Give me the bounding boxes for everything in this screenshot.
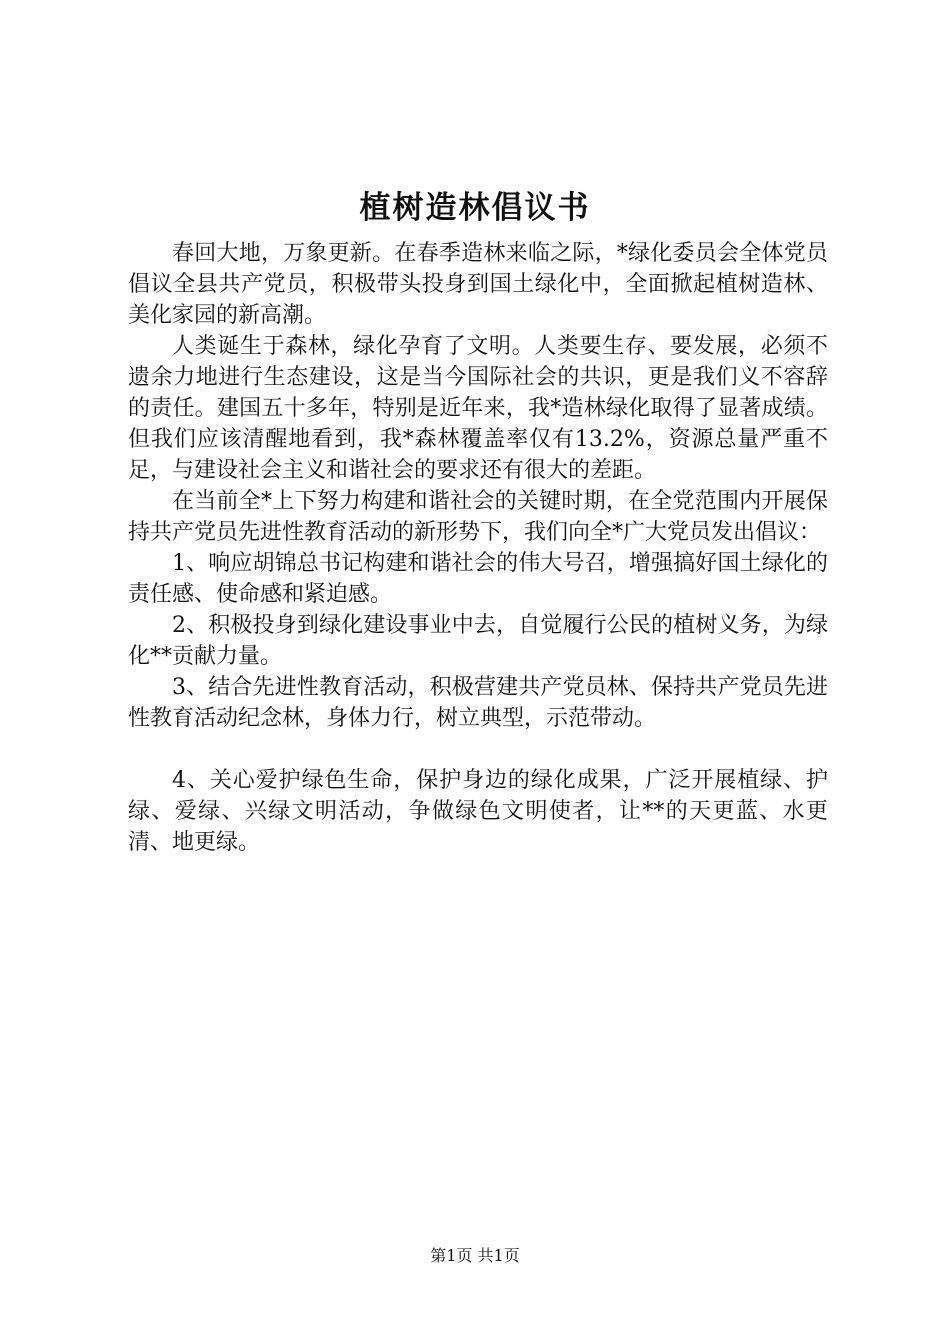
paragraph-item-4: 4、关心爱护绿色生命，保护身边的绿化成果，广泛开展植绿、护绿、爱绿、兴绿文明活动，争做绿色文明使者，让**的天更蓝、水更清、地更绿。 (128, 768, 828, 855)
paragraph-item-3: 3、结合先进性教育活动，积极营建共产党员林、保持共产党员先进性教育活动纪念林，身体力行，树立典型，示范带动。 (128, 675, 828, 731)
paragraph-background: 人类诞生于森林，绿化孕育了文明。人类要生存、要发展，必须不遗余力地进行生态建设，这是当今国际社会的共识，更是我们义不容辞的责任。建国五十多年，特别是近年来，我*造林绿化取得了显著成绩。但我们应该清醒地看到，我*森林覆盖率仅有13.2%，资源总量严重不足，与建设社会主义和谐社会的要求还有很大的差距。 (128, 334, 828, 483)
paragraph-item-1: 1、响应胡锦总书记构建和谐社会的伟大号召，增强搞好国土绿化的责任感、使命感和紧迫感。 (128, 551, 828, 607)
paragraph-call: 在当前全*上下努力构建和谐社会的关键时期，在全党范围内开展保持共产党员先进性教育活动的新形势下，我们向全*广大党员发出倡议： (128, 489, 828, 545)
document-body (128, 238, 828, 858)
document-title: 植树造林倡议书 (359, 190, 591, 226)
page-number: 第1页 共1页 (430, 1246, 520, 1265)
paragraph-intro: 春回大地，万象更新。在春季造林来临之际，*绿化委员会全体党员倡议全县共产党员，积极带头投身到国土绿化中，全面掀起植树造林、美化家园的新高潮。 (128, 241, 828, 328)
paragraph-item-2: 2、积极投身到绿化建设事业中去，自觉履行公民的植树义务，为绿化**贡献力量。 (128, 613, 828, 669)
